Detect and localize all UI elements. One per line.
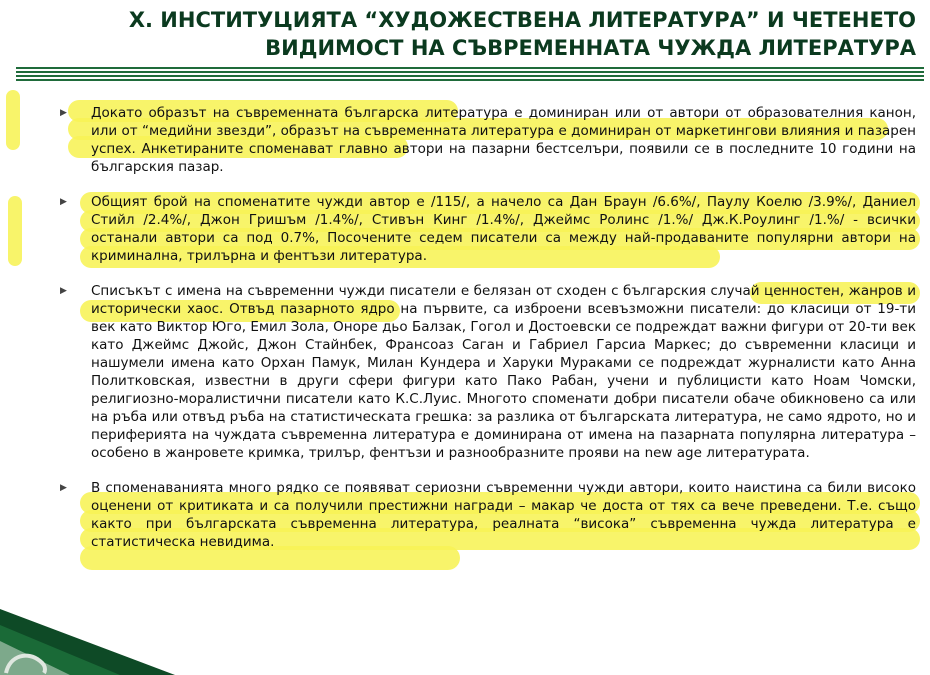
triangle-right-icon: ▶ [60,197,67,207]
title-line-2: ВИДИМОСТ НА СЪВРЕМЕННАТА ЧУЖДА ЛИТЕРАТУРА [265,36,916,60]
bullet-item [60,479,916,551]
bullet-text: Докато образът на съвременната българска литература е доминиран или от автори от образователния канон, или от “медийни звезди”, образът на съвременната литература е доминиран от маркетингови влияния и пазарен успех. Анкетираните споменават главно автори на пазарни бестселъри, появили се в последните 10 години на българския пазар. [91,105,916,175]
bullet-text: Списъкът с имена на съвременни чужди писатели е белязан от сходен с българския случай ценностен, жанров и исторически хаос. Отвъд пазарното ядро на първите, са изброени всевъзможни писатели: до класици от 19-ти век като Виктор Юго, Емил Зола, Оноре дьо Балзак, Гогол и Достоевски се подреждат важни фигури от 20-ти век като Джеймс Джойс, Джон Стайнбек, Франсоаз Саган и Габриел Гарсиа Маркес; до съвременни класици и нашумели имена като Орхан Памук, Милан Кундера и Харуки Мураками се подреждат журналисти като Анна Политковская, известни в други сфери фигури като Пако Рабан, учени и публицисти като Ноам Чомски, религиозно-моралистични писатели като К.С.Луис. Многото споменати добри писатели обаче обикновено са или на ръба или отвъд ръба на статистическата грешка: за разлика от българската литература, не само ядрото, но и периферията на чуждата съвременна литература е доминирана от имена на пазарната популярна литература – особено в жанровете кримка, трилър, фентъзи и разнообразните прояви на new age литературата. [91,283,916,461]
bullet-text: В споменаванията много рядко се появяват сериозни съвременни чужди автори, които наистина са били високо оценени от критиката и са получили престижни награди – макар че доста от тях са вече преведени. Т.е. също както при българската съвременна литература, реалната “висока” съвременна чужда литература е статистическа невидима. [91,480,916,550]
triangle-right-icon: ▶ [60,483,67,493]
title-line-1: X. ИНСТИТУЦИЯТА “ХУДОЖЕСТВЕНА ЛИТЕРАТУРА” И ЧЕТЕНЕТО [128,8,916,32]
bullet-list [60,104,916,568]
triangle-right-icon: ▶ [60,286,67,296]
highlight-mark [8,196,22,266]
bullet-text: Общият брой на споменатите чужди автор е /115/, а начело са Дан Браун /6.6%/, Паулу Коелю /3.9%/, Даниел Стийл /2.4%/, Джон Гришъм /1.4%/, Стивън Кинг /1.4%/, Джеймс Ролинс /1.%/ Дж.К.Роулинг /1.%/ - всички останали автори са под 0.7%, Посочените седем писатели са между най-продаваните популярни автори на криминална, трилърна и фентъзи литература. [91,194,916,264]
corner-logo-icon [0,595,175,675]
bullet-item [60,193,916,265]
bullet-item [60,282,916,462]
slide-title [16,6,916,62]
bullet-item [60,104,916,176]
triangle-right-icon: ▶ [60,108,67,118]
title-divider-stripes [16,67,924,83]
highlight-mark [6,90,20,150]
